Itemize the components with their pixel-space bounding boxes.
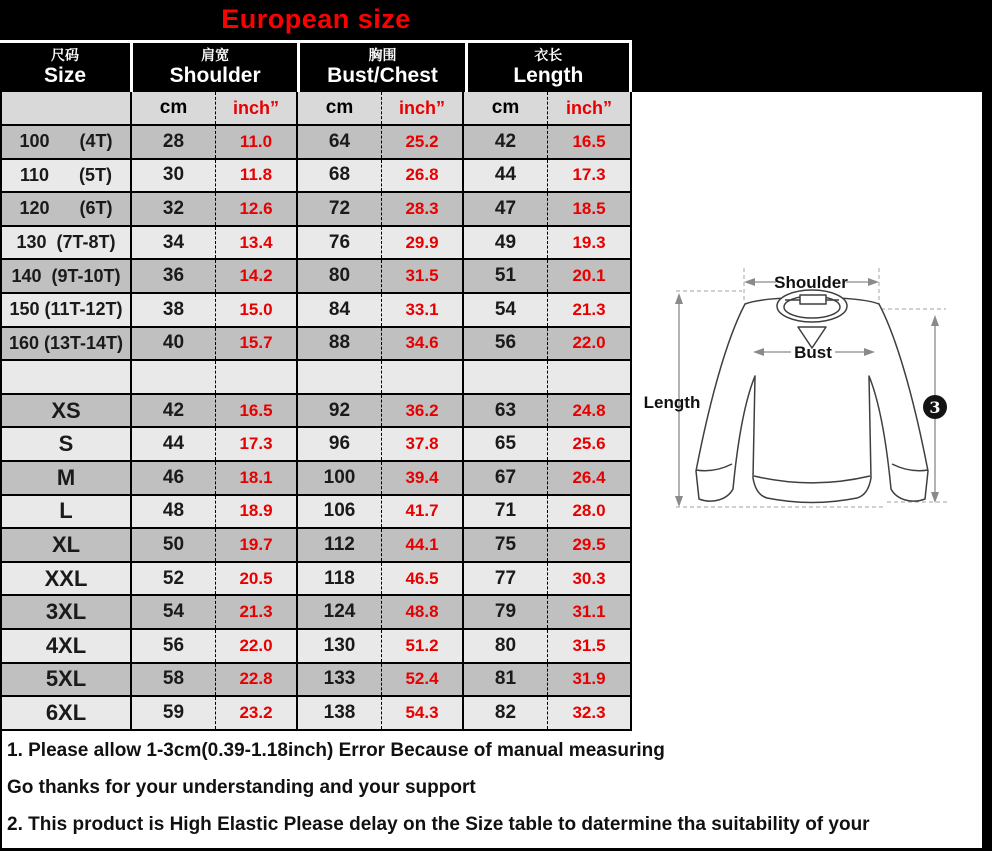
size-table	[0, 92, 632, 731]
shoulder-cm-cell: 48	[132, 496, 215, 528]
note-line: 2. This product is High Elastic Please delay on the Size table to datermine tha suitability of your	[7, 814, 870, 835]
size-cell: 100 (4T)	[2, 126, 132, 158]
bust-inch-cell: 37.8	[381, 428, 464, 460]
shoulder-cm-cell: 36	[132, 260, 215, 292]
page-title: European size	[221, 4, 411, 34]
bust-cm-cell: 76	[298, 227, 381, 259]
shoulder-cm-cell: 52	[132, 563, 215, 595]
bust-inch-cell: 46.5	[381, 563, 464, 595]
size-row-6XL	[2, 697, 630, 731]
size-row-M	[2, 462, 630, 496]
bust-inch-cell: 29.9	[381, 227, 464, 259]
header-bust-en: Bust/Chest	[327, 63, 438, 87]
shoulder-inch-cell: 15.7	[215, 328, 298, 360]
length-inch-cell: 28.0	[547, 496, 630, 528]
shoulder-inch-cell	[215, 361, 298, 393]
size-cell: L	[2, 496, 132, 528]
shoulder-cm-cell: 42	[132, 395, 215, 427]
bust-inch-cell: 51.2	[381, 630, 464, 662]
length-inch-cell: 18.5	[547, 193, 630, 225]
size-cell: 120 (6T)	[2, 193, 132, 225]
note-line: Go thanks for your understanding and your support	[7, 777, 476, 798]
unit-row	[2, 92, 630, 126]
size-row-140	[2, 260, 630, 294]
length-cm-cell: 65	[464, 428, 547, 460]
size-cell: 3XL	[2, 596, 132, 628]
shoulder-cm-cell: 32	[132, 193, 215, 225]
header-length-en: Length	[513, 63, 584, 87]
length-inch-cell	[547, 361, 630, 393]
bust-inch-cell: 26.8	[381, 160, 464, 192]
bust-cm-cell: 133	[298, 664, 381, 696]
length-cm-cell: 49	[464, 227, 547, 259]
size-cell: 5XL	[2, 664, 132, 696]
length-inch-cell: 21.3	[547, 294, 630, 326]
size-row-XL	[2, 529, 630, 563]
shoulder-inch-cell: 15.0	[215, 294, 298, 326]
shoulder-cm-cell: 44	[132, 428, 215, 460]
length-cm-cell: 71	[464, 496, 547, 528]
bust-inch-cell: 44.1	[381, 529, 464, 561]
size-row-XS	[2, 395, 630, 429]
header-shoulder-zh: 肩宽	[201, 47, 230, 64]
unit-cm-cell: cm	[132, 92, 215, 124]
right-black-strip	[982, 0, 992, 851]
shoulder-inch-cell: 14.2	[215, 260, 298, 292]
size-row-4XL	[2, 630, 630, 664]
length-cm-cell: 47	[464, 193, 547, 225]
size-row-120	[2, 193, 630, 227]
size-row-100	[2, 126, 630, 160]
size-row-3XL	[2, 596, 630, 630]
unit-inch-cell: inch”	[215, 92, 298, 124]
bust-cm-cell: 100	[298, 462, 381, 494]
unit-cm-cell: cm	[464, 92, 547, 124]
shoulder-cm-cell: 34	[132, 227, 215, 259]
bust-cm-cell: 138	[298, 697, 381, 729]
length-cm-cell: 79	[464, 596, 547, 628]
bust-cm-cell: 118	[298, 563, 381, 595]
bust-inch-cell: 36.2	[381, 395, 464, 427]
size-cell: 6XL	[2, 697, 132, 729]
bust-cm-cell: 96	[298, 428, 381, 460]
bust-inch-cell	[381, 361, 464, 393]
length-cm-cell: 80	[464, 630, 547, 662]
shoulder-cm-cell: 40	[132, 328, 215, 360]
unit-row-empty-cell	[2, 92, 132, 124]
shoulder-cm-cell	[132, 361, 215, 393]
shoulder-cm-cell: 58	[132, 664, 215, 696]
size-row-110	[2, 160, 630, 194]
size-row-150	[2, 294, 630, 328]
length-inch-cell: 19.3	[547, 227, 630, 259]
shoulder-inch-cell: 19.7	[215, 529, 298, 561]
header-size-en: Size	[43, 63, 87, 87]
size-cell: 4XL	[2, 630, 132, 662]
shoulder-cm-cell: 59	[132, 697, 215, 729]
length-inch-cell: 30.3	[547, 563, 630, 595]
shoulder-inch-cell: 16.5	[215, 395, 298, 427]
size-row-XXL	[2, 563, 630, 597]
bust-inch-cell: 54.3	[381, 697, 464, 729]
length-cm-cell: 82	[464, 697, 547, 729]
length-cm-cell: 51	[464, 260, 547, 292]
bust-inch-cell: 48.8	[381, 596, 464, 628]
bust-cm-cell: 72	[298, 193, 381, 225]
length-inch-cell: 31.5	[547, 630, 630, 662]
shoulder-inch-cell: 22.8	[215, 664, 298, 696]
badge-number: 3	[929, 398, 941, 417]
shoulder-cm-cell: 54	[132, 596, 215, 628]
length-cm-cell: 75	[464, 529, 547, 561]
bust-cm-cell	[298, 361, 381, 393]
length-cm-cell: 54	[464, 294, 547, 326]
length-inch-cell: 25.6	[547, 428, 630, 460]
length-cm-cell: 81	[464, 664, 547, 696]
bust-inch-cell: 34.6	[381, 328, 464, 360]
size-cell: 140 (9T-10T)	[2, 260, 132, 292]
shoulder-label: Shoulder	[774, 273, 848, 292]
size-cell: 160 (13T-14T)	[2, 328, 132, 360]
length-inch-cell: 29.5	[547, 529, 630, 561]
shoulder-inch-cell: 12.6	[215, 193, 298, 225]
length-cm-cell: 44	[464, 160, 547, 192]
spacer-row	[2, 361, 630, 395]
header-size	[0, 43, 130, 92]
bust-cm-cell: 130	[298, 630, 381, 662]
size-row-L	[2, 496, 630, 530]
shoulder-inch-cell: 18.9	[215, 496, 298, 528]
unit-inch-cell: inch”	[381, 92, 464, 124]
bust-inch-cell: 41.7	[381, 496, 464, 528]
header-shoulder-en: Shoulder	[169, 63, 261, 87]
size-row-S	[2, 428, 630, 462]
shoulder-inch-cell: 13.4	[215, 227, 298, 259]
size-cell: M	[2, 462, 132, 494]
bust-cm-cell: 64	[298, 126, 381, 158]
shoulder-inch-cell: 21.3	[215, 596, 298, 628]
size-cell	[2, 361, 132, 393]
size-cell: XS	[2, 395, 132, 427]
header-bust-zh: 胸围	[368, 47, 397, 64]
sweater-outline	[696, 290, 928, 503]
header-length	[465, 43, 632, 92]
shoulder-inch-cell: 11.0	[215, 126, 298, 158]
table-header-row	[0, 40, 632, 92]
header-length-zh: 衣长	[534, 47, 563, 64]
shoulder-inch-cell: 18.1	[215, 462, 298, 494]
length-inch-cell: 31.9	[547, 664, 630, 696]
unit-cm-cell: cm	[298, 92, 381, 124]
bust-inch-cell: 52.4	[381, 664, 464, 696]
size-row-130	[2, 227, 630, 261]
length-cm-cell: 56	[464, 328, 547, 360]
bust-cm-cell: 112	[298, 529, 381, 561]
bust-inch-cell: 39.4	[381, 462, 464, 494]
shoulder-inch-cell: 20.5	[215, 563, 298, 595]
table-rows	[2, 126, 630, 731]
length-cm-cell: 77	[464, 563, 547, 595]
bust-inch-cell: 33.1	[381, 294, 464, 326]
bust-cm-cell: 106	[298, 496, 381, 528]
bust-cm-cell: 68	[298, 160, 381, 192]
length-inch-cell: 17.3	[547, 160, 630, 192]
shoulder-cm-cell: 50	[132, 529, 215, 561]
notes-section	[0, 731, 982, 851]
header-bust	[297, 43, 464, 92]
length-inch-cell: 16.5	[547, 126, 630, 158]
size-cell: 130 (7T-8T)	[2, 227, 132, 259]
bust-cm-cell: 84	[298, 294, 381, 326]
size-cell: 150 (11T-12T)	[2, 294, 132, 326]
bust-cm-cell: 80	[298, 260, 381, 292]
bust-inch-cell: 31.5	[381, 260, 464, 292]
bust-cm-cell: 124	[298, 596, 381, 628]
length-inch-cell: 22.0	[547, 328, 630, 360]
size-cell: XXL	[2, 563, 132, 595]
shoulder-inch-cell: 11.8	[215, 160, 298, 192]
length-label: Length	[643, 393, 701, 412]
size-row-5XL	[2, 664, 630, 698]
length-inch-cell: 31.1	[547, 596, 630, 628]
shoulder-cm-cell: 28	[132, 126, 215, 158]
length-inch-cell: 32.3	[547, 697, 630, 729]
length-cm-cell: 63	[464, 395, 547, 427]
bust-inch-cell: 28.3	[381, 193, 464, 225]
size-cell: 110 (5T)	[2, 160, 132, 192]
length-inch-cell: 20.1	[547, 260, 630, 292]
shoulder-inch-cell: 22.0	[215, 630, 298, 662]
bust-inch-cell: 25.2	[381, 126, 464, 158]
bust-cm-cell: 88	[298, 328, 381, 360]
bust-cm-cell: 92	[298, 395, 381, 427]
shoulder-inch-cell: 17.3	[215, 428, 298, 460]
shoulder-cm-cell: 30	[132, 160, 215, 192]
header-size-zh: 尺码	[51, 47, 79, 64]
header-shoulder	[130, 43, 297, 92]
shoulder-cm-cell: 46	[132, 462, 215, 494]
length-cm-cell: 42	[464, 126, 547, 158]
shoulder-cm-cell: 38	[132, 294, 215, 326]
length-cm-cell: 67	[464, 462, 547, 494]
collar-label	[800, 295, 826, 304]
length-inch-cell: 24.8	[547, 395, 630, 427]
note-line: 1. Please allow 1-3cm(0.39-1.18inch) Error Because of manual measuring	[7, 740, 665, 761]
measurement-diagram	[632, 92, 982, 733]
length-cm-cell	[464, 361, 547, 393]
size-cell: XL	[2, 529, 132, 561]
sweater-measurement-diagram	[632, 92, 982, 733]
shoulder-cm-cell: 56	[132, 630, 215, 662]
size-cell: S	[2, 428, 132, 460]
shoulder-inch-cell: 23.2	[215, 697, 298, 729]
bust-label: Bust	[794, 343, 832, 362]
size-row-160	[2, 328, 630, 362]
unit-inch-cell: inch”	[547, 92, 630, 124]
length-inch-cell: 26.4	[547, 462, 630, 494]
